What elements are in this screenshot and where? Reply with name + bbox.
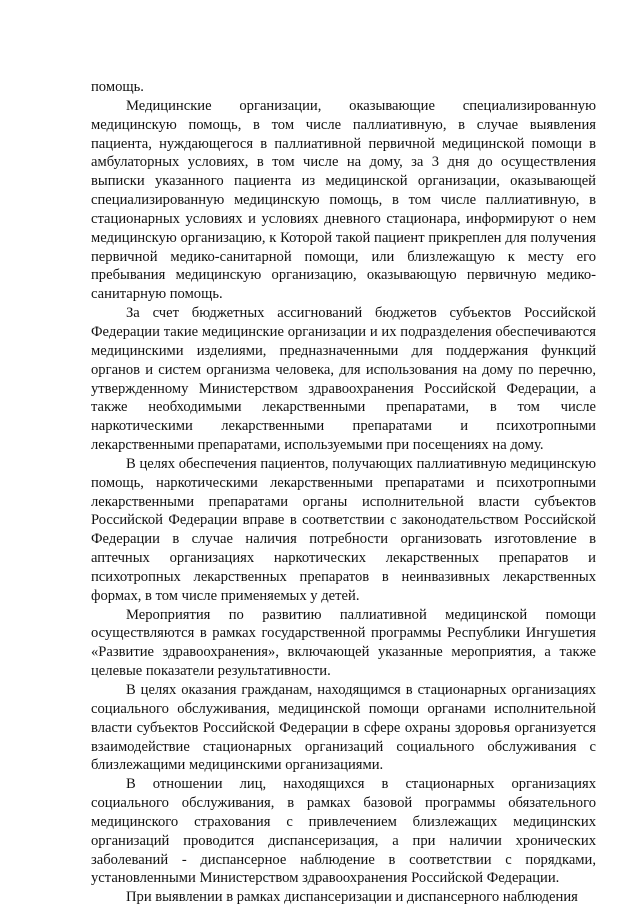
paragraph: В отношении лиц, находящихся в стационарных организациях социального обслуживания, в рамках базовой программы обязательного медицинского страхования с привлечением близлежащих медицинских организаций проводится диспансеризация, а при наличии хронических заболеваний - диспансерное наблюдение в соответствии с порядками, установленными Министерством здравоохранения Российской Федерации. [91, 776, 596, 887]
paragraph: Мероприятия по развитию паллиативной медицинской помощи осуществляются в рамках государственной программы Республики Ингушетия «Развитие здравоохранения», включающей указанные мероприятия, а также целевые показатели результативности. [91, 606, 596, 680]
paragraph: В целях обеспечения пациентов, получающих паллиативную медицинскую помощь, наркотическими лекарственными препаратами и психотропными лекарственными препаратами органы исполнительной власти субъектов Российской Федерации вправе в соответствии с законодательством Российской Федерации в случае наличия потребности организовать изготовление в аптечных организациях наркотических лекарственных препаратов и психотропных лекарственных препаратов в неинвазивных лекарственных формах, в том числе применяемых у детей. [91, 455, 596, 604]
paragraph: Медицинские организации, оказывающие специализированную медицинскую помощь, в том числе паллиативную, в случае выявления пациента, нуждающегося в паллиативной первичной медицинской помощи в амбулаторных условиях, в том числе на дому, за 3 дня до осуществления выписки указанного пациента из медицинской организации, оказывающей специализированную медицинскую помощь, в том числе паллиативную, в стационарных условиях и условиях дневного стационара, информируют о нем медицинскую организацию, к Которой такой пациент прикреплен для получения первичной медико-санитарной помощи, или близлежащую к месту его пребывания медицинскую организацию, оказывающую первичную медико-санитарную помощь. [91, 97, 596, 303]
document-body [91, 78, 596, 907]
paragraph: В целях оказания гражданам, находящимся в стационарных организациях социального обслуживания, медицинской помощи органами исполнительной власти субъектов Российской Федерации в сфере охраны здоровья организуется взаимодействие стационарных организаций социального обслуживания с близлежащими медицинскими организациями. [91, 682, 596, 774]
paragraph-truncated: При выявлении в рамках диспансеризации и диспансерного наблюдения [126, 889, 578, 906]
paragraph: За счет бюджетных ассигнований бюджетов субъектов Российской Федерации такие медицинские организации и их подразделения обеспечиваются медицинскими изделиями, предназначенными для поддержания функций органов и систем организма человека, для использования на дому по перечню, утвержденному Министерством здравоохранения Российской Федерации, а также необходимыми лекарственными препаратами, в том числе наркотическими лекарственными препаратами и психотропными лекарственными препаратами, используемыми при посещениях на дому. [91, 305, 596, 454]
paragraph-continuation: помощь. [91, 79, 144, 95]
